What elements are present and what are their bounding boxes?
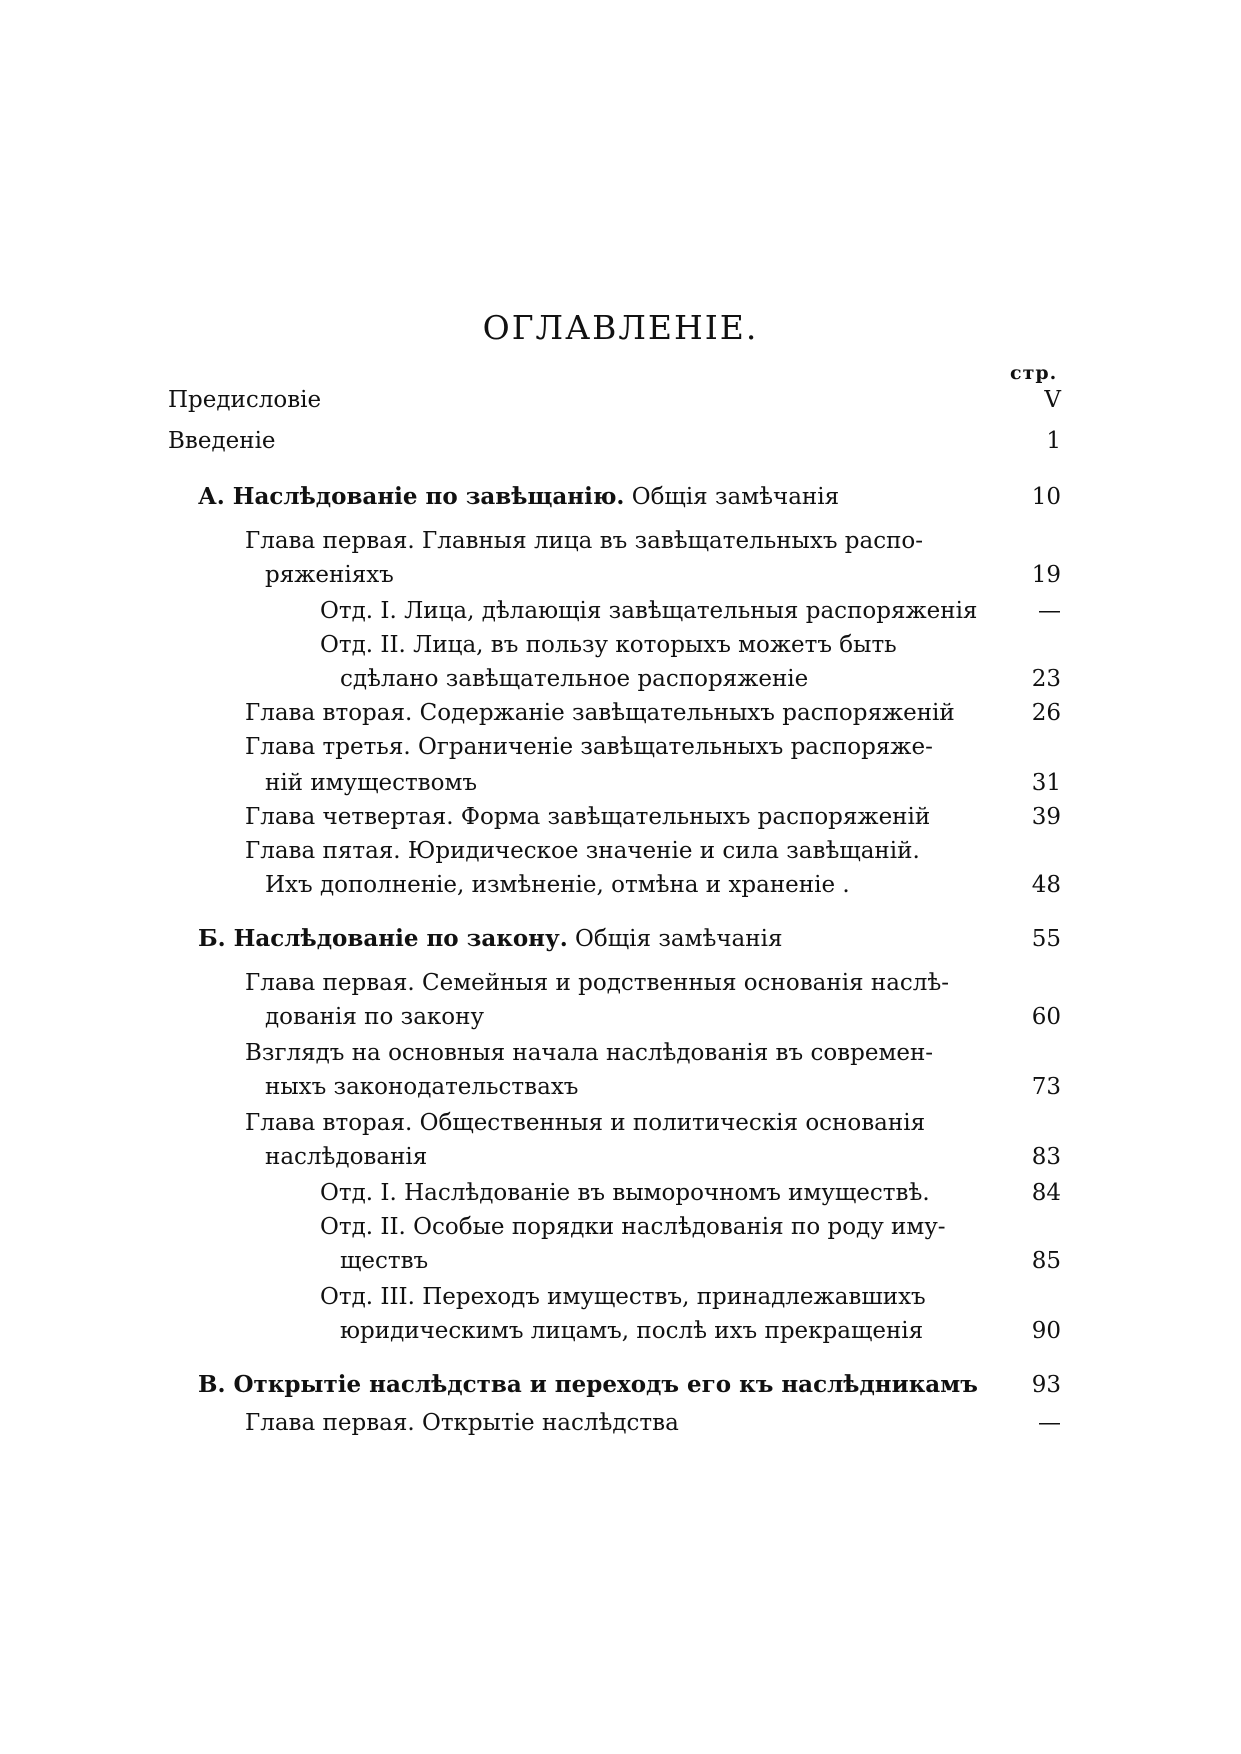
toc-entry-continuation: наслѣдованія xyxy=(265,1144,428,1170)
toc-subentry: Отд. I. Лица, дѣлающія завѣщательныя распоряженія xyxy=(320,598,978,624)
section-heading: Б. Наслѣдованіе по закону. xyxy=(198,925,568,952)
toc-page-number: 83 xyxy=(1031,1144,1061,1170)
toc-entry-continuation: юридическимъ лицамъ, послѣ ихъ прекращенія xyxy=(340,1318,924,1344)
toc-entry: Глава первая. Главныя лица въ завѣщательныхъ распо- xyxy=(245,528,924,554)
toc-entry: Глава первая. Семейныя и родственныя основанія наслѣ- xyxy=(245,970,950,996)
toc-page-number: 84 xyxy=(1031,1180,1061,1206)
toc-page-number: 10 xyxy=(1031,484,1061,510)
toc-page-number: 85 xyxy=(1031,1248,1061,1274)
toc-entry-continuation: ряженіяхъ xyxy=(265,562,394,588)
toc-subentry: Отд. I. Наслѣдованіе въ выморочномъ имуществѣ. xyxy=(320,1180,930,1206)
toc-page-number: 60 xyxy=(1031,1004,1061,1030)
page-column-label: стр. xyxy=(1010,362,1058,384)
toc-entry: Глава первая. Открытіе наслѣдства xyxy=(245,1410,679,1436)
toc-page-number: V xyxy=(1044,387,1061,413)
toc-entry: Глава вторая. Общественныя и политическія основанія xyxy=(245,1110,926,1136)
toc-entry-continuation: ній имуществомъ xyxy=(265,770,477,796)
toc-page-number: 26 xyxy=(1031,700,1061,726)
toc-subentry: Отд. III. Переходъ имуществъ, принадлежавшихъ xyxy=(320,1284,926,1310)
toc-entry-continuation: дованія по закону xyxy=(265,1004,485,1030)
page-title: ОГЛАВЛЕНІЕ. xyxy=(482,308,759,347)
toc-entry-introduction: Введеніе xyxy=(168,428,276,454)
toc-page-number: 90 xyxy=(1031,1318,1061,1344)
toc-entry-continuation: Ихъ дополненіе, измѣненіе, отмѣна и храненіе . xyxy=(265,872,850,898)
toc-page-number: 48 xyxy=(1031,872,1061,898)
toc-page-number: 73 xyxy=(1031,1074,1061,1100)
toc-page-number: 31 xyxy=(1031,770,1061,796)
toc-page-number: 1 xyxy=(1046,428,1061,454)
toc-subentry: Отд. II. Лица, въ пользу которыхъ можетъ быть xyxy=(320,632,897,658)
section-heading: В. Открытіе наслѣдства и переходъ его къ наслѣдникамъ xyxy=(198,1371,978,1398)
toc-entry-continuation: ныхъ законодательствахъ xyxy=(265,1074,579,1100)
toc-section-a: А. Наслѣдованіе по завѣщанію. Общія замѣчанія xyxy=(198,483,840,510)
toc-section-b: Б. Наслѣдованіе по закону. Общія замѣчанія xyxy=(198,925,783,952)
toc-entry-continuation: ществъ xyxy=(340,1248,429,1274)
toc-entry: Глава третья. Ограниченіе завѣщательныхъ распоряже- xyxy=(245,734,933,760)
toc-entry: Глава пятая. Юридическое значеніе и сила завѣщаній. xyxy=(245,838,920,864)
toc-subentry: Отд. II. Особые порядки наслѣдованія по роду иму- xyxy=(320,1214,946,1240)
toc-entry: Глава вторая. Содержаніе завѣщательныхъ распоряженій xyxy=(245,700,955,726)
toc-page-number: 39 xyxy=(1031,804,1061,830)
toc-page-number: — xyxy=(1038,598,1061,624)
toc-page-number: 55 xyxy=(1031,926,1061,952)
toc-section-v xyxy=(198,1370,978,1400)
toc-entry: Взглядъ на основныя начала наслѣдованія въ современ- xyxy=(245,1040,934,1066)
section-heading: А. Наслѣдованіе по завѣщанію. xyxy=(198,483,625,510)
toc-entry-preface: Предисловіе xyxy=(168,387,322,413)
toc-entry-continuation: сдѣлано завѣщательное распоряженіе xyxy=(340,666,809,692)
toc-page-number: 93 xyxy=(1031,1372,1061,1398)
toc-page-number: 19 xyxy=(1031,562,1061,588)
toc-page-number: — xyxy=(1038,1410,1061,1436)
toc-page-number: 23 xyxy=(1031,666,1061,692)
toc-entry: Глава четвертая. Форма завѣщательныхъ распоряженій xyxy=(245,804,931,830)
